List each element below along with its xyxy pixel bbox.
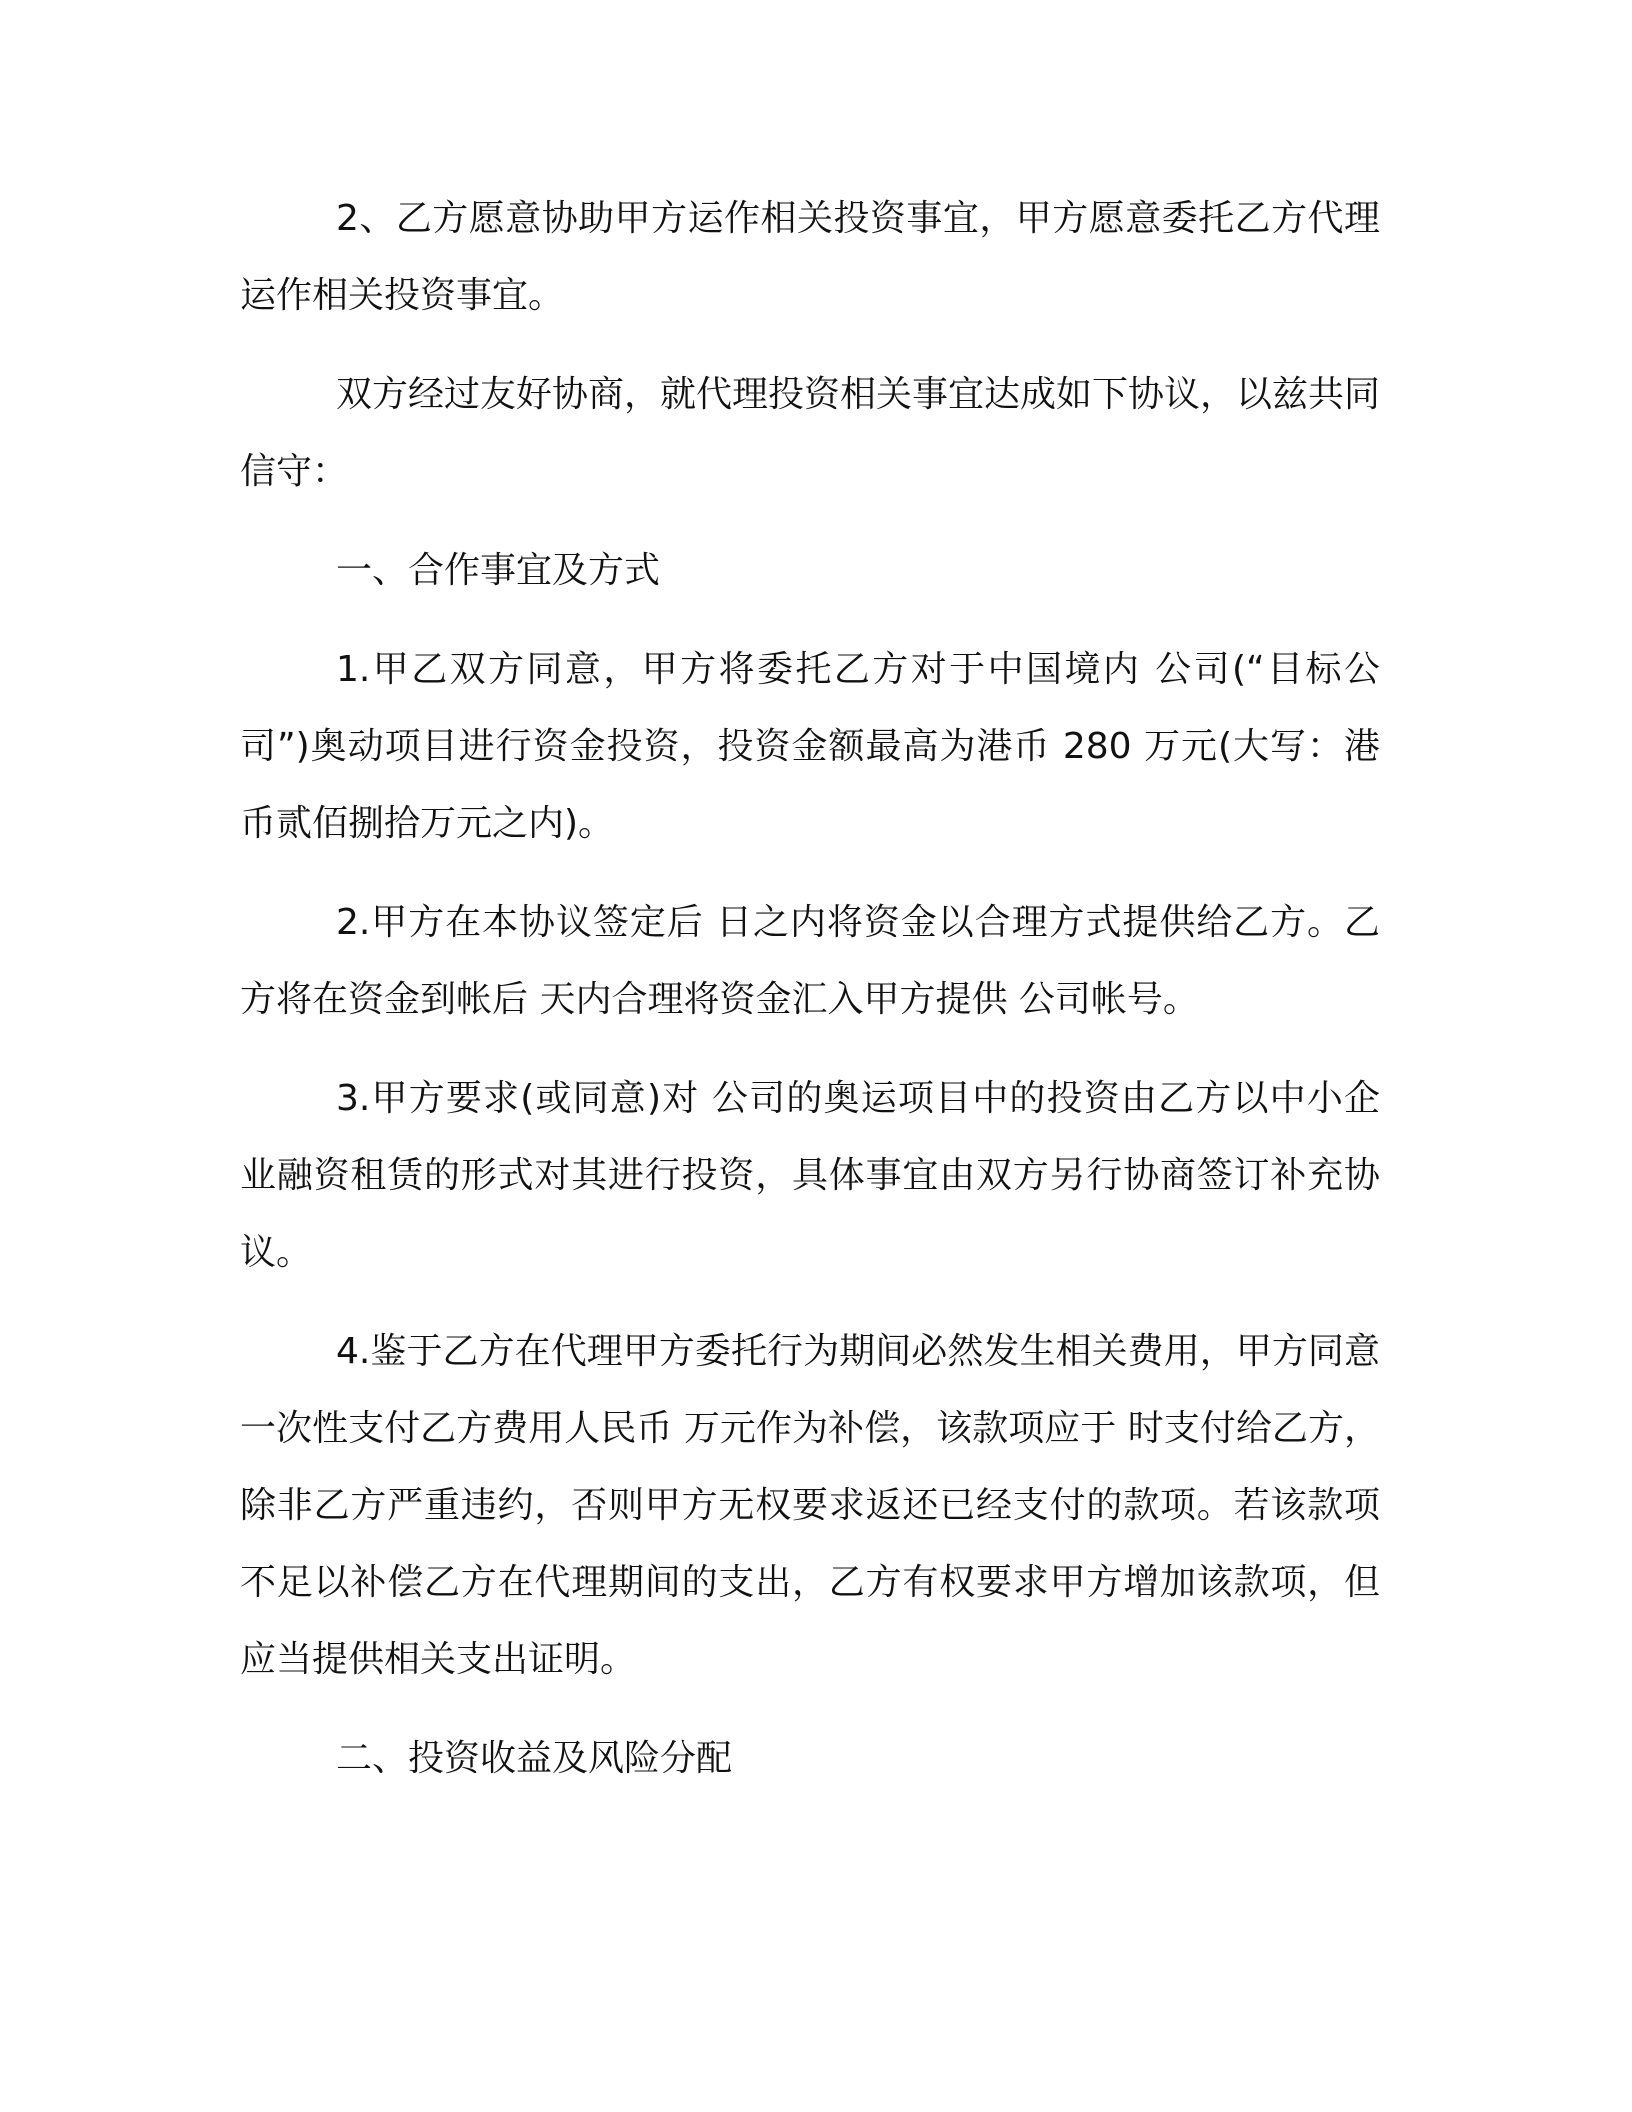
- clause-3-investment-form: 3.甲方要求(或同意)对 公司的奥运项目中的投资由乙方以中小企业融资租赁的形式对其进行投资，具体事宜由双方另行协商签订补充协议。: [240, 1078, 1380, 1273]
- clause-4-expense-compensation: 4.鉴于乙方在代理甲方委托行为期间必然发生相关费用，甲方同意一次性支付乙方费用人民币 万元作为补偿，该款项应于 时支付给乙方，除非乙方严重违约，否则甲方无权要求返还已经支付的款项。若该款项不足以补偿乙方在代理期间的支出，乙方有权要求甲方增加该款项，但应当提供相关支出证明。: [240, 1331, 1380, 1680]
- clause-1-investment-scope: 1.甲乙双方同意，甲方将委托乙方对于中国境内 公司(“目标公司”)奥动项目进行资金投资，投资金额最高为港币 280 万元(大写：港币贰佰捌拾万元之内)。: [240, 649, 1380, 844]
- section-heading-returns-risk: 二、投资收益及风险分配: [336, 1738, 733, 1779]
- paragraph-agreement-preamble: 双方经过友好协商，就代理投资相关事宜达成如下协议，以兹共同信守：: [240, 374, 1381, 492]
- document-body: [240, 180, 1380, 1819]
- clause-2-fund-transfer: 2.甲方在本协议签定后 日之内将资金以合理方式提供给乙方。乙方将在资金到帐后 天内合理将资金汇入甲方提供 公司帐号。: [240, 902, 1380, 1020]
- section-heading-cooperation: 一、合作事宜及方式: [336, 550, 661, 591]
- paragraph-cooperation-intent: 2、乙方愿意协助甲方运作相关投资事宜，甲方愿意委托乙方代理运作相关投资事宜。: [240, 198, 1380, 316]
